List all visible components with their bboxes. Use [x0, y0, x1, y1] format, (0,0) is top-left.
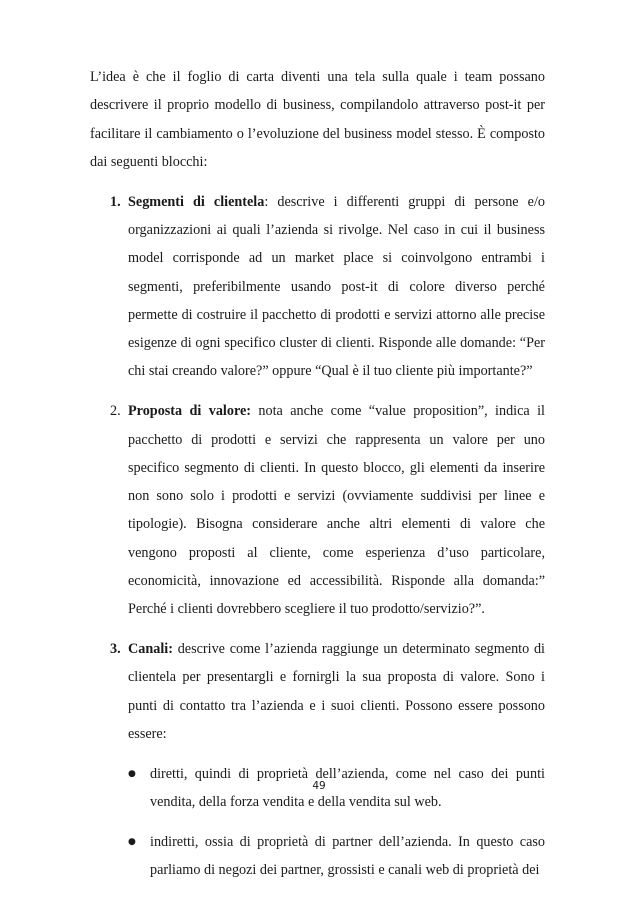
list-item-body: : descrive i differenti gruppi di persone e/o organizzazioni ai quali l’azienda si rivolge. Nel caso in cui il business model corrisponde ad un market place si coinvolgono entrambi i segmenti, preferibilmente usando post-it di colore diverso perché permette di costruire il pacchetto di prodotti e servizi attorno alle precise esigenze di ogni specifico cluster di clienti. Risponde alle domande: “Per chi stai creando valore?” oppure “Qual è il tuo cliente più importante?”: [128, 193, 545, 380]
list-item-body: nota anche come “value proposition”, indica il pacchetto di prodotti e servizi che rappresenta un valore per uno specifico segmento di clienti. In questo blocco, gli elementi da inserire non sono solo i prodotti e servizi (ovviamente suddivisi per linee e tipologie). Bisogna considerare anche altri elementi di valore che vengono proposti al cliente, come esperienza d’uso particolare, economicità, innovazione ed accessibilità. Risponde alla domanda:” Perché i clienti dovrebbero scegliere il tuo prodotto/servizio?”.: [128, 403, 545, 618]
list-item-proposta: [90, 397, 545, 623]
list-number: 2.: [110, 403, 121, 420]
list-item-title: Canali:: [128, 641, 173, 658]
list-item-segmenti: [90, 188, 545, 386]
list-number: 3.: [110, 641, 121, 658]
page-body: [90, 63, 545, 885]
bullet-dot-icon: ●: [128, 768, 136, 779]
bullet-item-indiretti: [90, 828, 545, 885]
list-item-text: [128, 397, 545, 623]
list-number: 1.: [110, 193, 121, 210]
bullet-text: indiretti, ossia di proprietà di partner dell’azienda. In questo caso parliamo di negozi dei partner, grossisti e canali web di proprietà dei: [150, 833, 545, 879]
list-item-body: descrive come l’azienda raggiunge un determinato segmento di clientela per presentargli e fornirgli la sua proposta di valore. Sono i punti di contatto tra l’azienda e i suoi clienti. Possono essere possono essere:: [128, 641, 545, 743]
list-item-title: Segmenti di clientela: [128, 193, 265, 210]
page-number: 49: [312, 780, 326, 792]
list-item-text: [128, 188, 545, 386]
intro-paragraph: L’idea è che il foglio di carta diventi una tela sulla quale i team possano descrivere il proprio modello di business, compilandolo attraverso post-it per facilitare il cambiamento o l’evoluzione del business model stesso. È composto dai seguenti blocchi:: [90, 69, 545, 170]
list-item-canali: [90, 635, 545, 748]
bullet-text: diretti, quindi di proprietà dell’azienda, come nel caso dei punti vendita, della forza vendita e della vendita sul web.: [150, 765, 545, 811]
list-item-text: [128, 635, 545, 748]
bullet-dot-icon: ●: [128, 836, 136, 847]
list-item-title: Proposta di valore:: [128, 403, 252, 420]
